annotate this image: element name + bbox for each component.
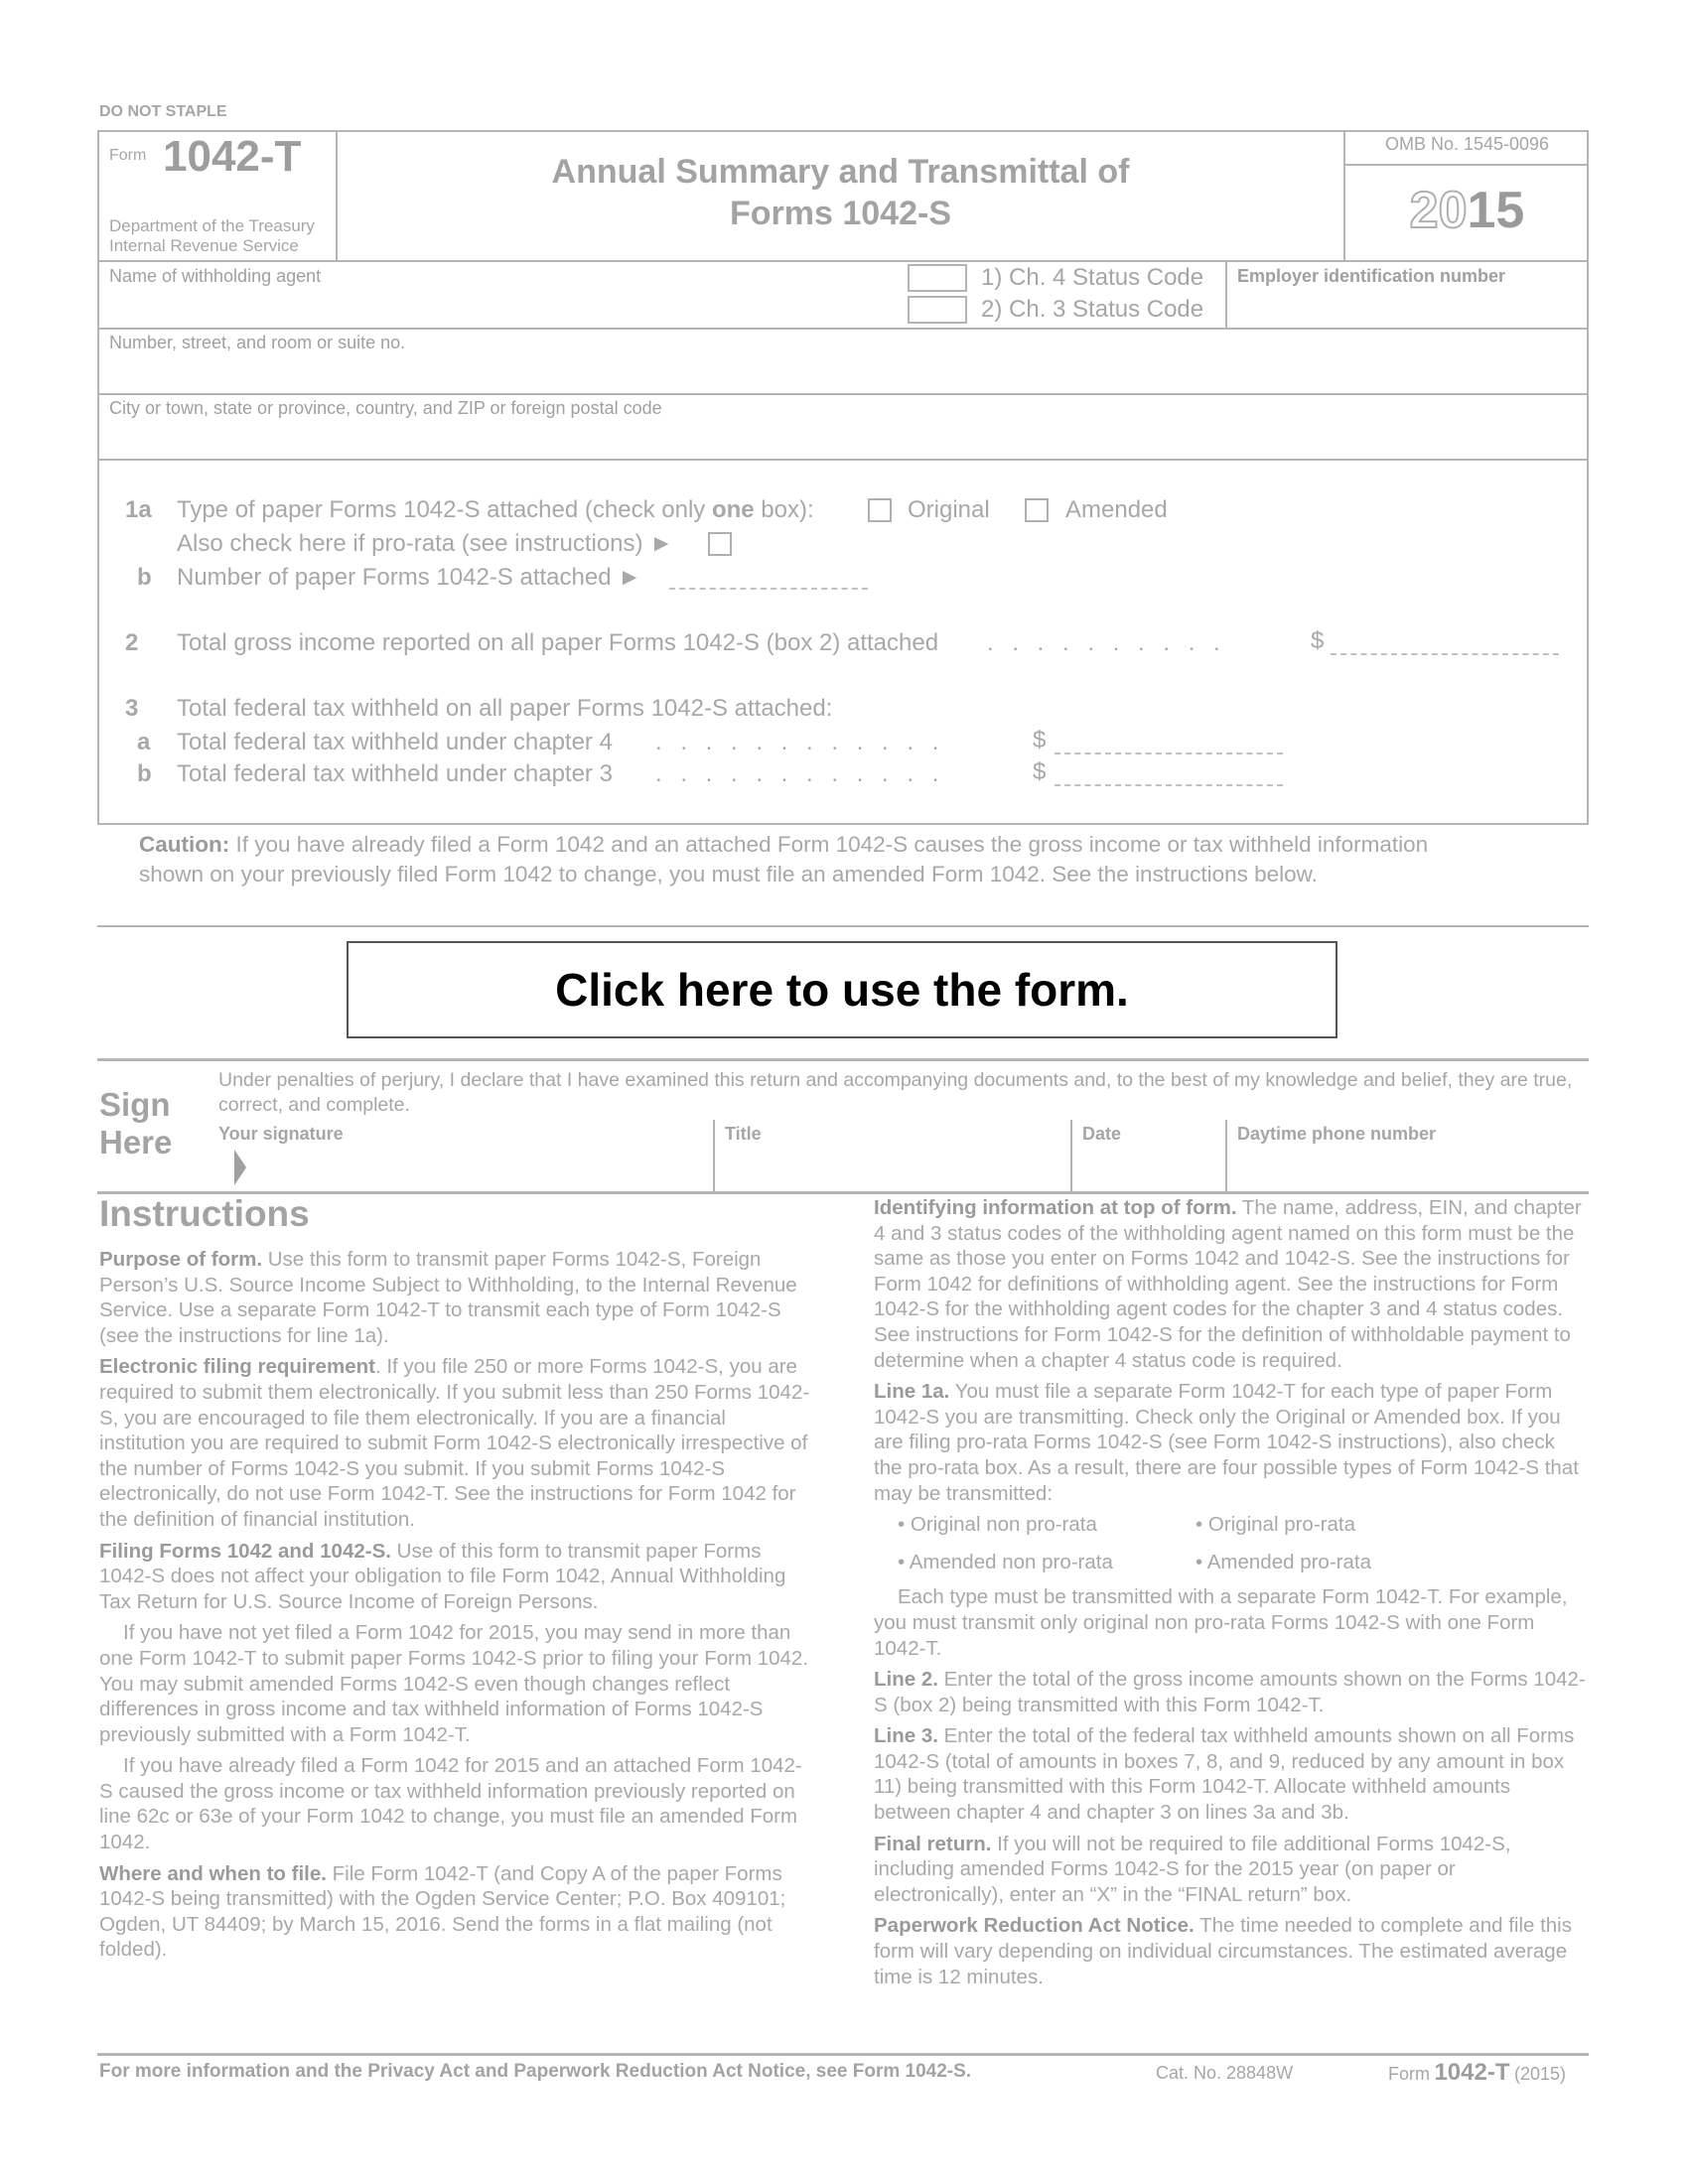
ein-divider	[1225, 260, 1227, 330]
phone-label: Daytime phone number	[1237, 1124, 1437, 1144]
purpose-paragraph: Purpose of form. Use this form to transmit paper Forms 1042-S, Foreign Person’s U.S. Source Income Subject to Withholding, to the Internal Revenue Service. Use a separate Form 1042-T to transmit each type of Form 1042-S (see the instructions for line 1a).	[99, 1248, 797, 1347]
omb-number: OMB No. 1545-0096	[1384, 134, 1550, 154]
where-paragraph: Where and when to file. File Form 1042-T (and Copy A of the paper Forms 1042-S being transmitted) with the Ogden Service Center; P.O. Box 409101; Ogden, UT 84409; by March 15, 2016. Send the forms in a flat mailing (not folded).	[99, 1861, 786, 1962]
department: Department of the Treasury Internal Revenue Service	[109, 216, 315, 255]
line-3a-dollar: $	[1033, 727, 1047, 753]
line-3-text: Total federal tax withheld on all paper Forms 1042-S attached:	[177, 695, 833, 722]
lines-bottom-rule	[97, 823, 1589, 825]
name-row-top-rule	[97, 260, 1589, 262]
instructions-right-column	[874, 1195, 1589, 2049]
line1a-paragraph: Line 1a. You must file a separate Form 1042-T for each type of paper Form 1042-S you are transmitting. Check only the Original or Amended box. If you are filing pro-rata Forms 1042-S (see Form 1042-S instructions), also check the pro-rata box. As a result, there are four possible types of Form 1042-S that may be transmitted:	[874, 1380, 1579, 1505]
original-checkbox[interactable]	[868, 498, 892, 522]
form-types-list	[898, 1512, 1589, 1574]
footer-rule	[97, 2053, 1589, 2056]
line-3b-input[interactable]	[1055, 784, 1283, 786]
list-item: • Amended non pro-rata	[898, 1550, 1113, 1573]
phone-field[interactable]	[1237, 1148, 1585, 1191]
footer-cat-number: Cat. No. 28848W	[1156, 2063, 1294, 2083]
title-divider	[713, 1120, 715, 1193]
street-label: Number, street, and room or suite no.	[109, 333, 406, 352]
caution-notice: Caution: If you have already filed a Form 1042 and an attached Form 1042-S causes the gross income or tax withheld information shown on your previously filed Form 1042 to change, you must file an amended Form 1042. See the instructions below.	[139, 832, 1429, 887]
signature-label: Your signature	[218, 1124, 344, 1144]
filing-paragraph: Filing Forms 1042 and 1042-S. Use of this form to transmit paper Forms 1042-S does not affect your obligation to file Form 1042, Annual Withholding Tax Return for U.S. Source Income of Foreign Persons.	[99, 1539, 786, 1613]
line-3a-dots: . . . . . . . . . . . .	[655, 729, 945, 755]
efile-paragraph: Electronic filing requirement. If you file 250 or more Forms 1042-S, you are required to submit them electronically. If you submit less than 250 Forms 1042-S, you are encouraged to file them electronically. If you are a financial institution you are required to submit Form 1042-S electronically irrespective of the number of Forms 1042-S you submit. If you submit Forms 1042-S electronically, do not use Form 1042-T. See the instructions for Form 1042 for the definition of financial institution.	[99, 1355, 810, 1531]
line-2-input[interactable]	[1331, 653, 1559, 655]
line-3a-input[interactable]	[1055, 752, 1283, 754]
ch4-status-input[interactable]	[908, 264, 967, 292]
eachtype-paragraph: Each type must be transmitted with a separate Form 1042-T. For example, you must transmit only original non pro-rata Forms 1042-S with one Form 1042-T.	[874, 1585, 1568, 1660]
line-1a-text: Type of paper Forms 1042-S attached (check only one box):	[177, 496, 814, 523]
line-3-number: 3	[125, 695, 139, 722]
date-label: Date	[1082, 1124, 1122, 1144]
list-item: • Original pro-rata	[1196, 1513, 1355, 1537]
line-3b-text: Total federal tax withheld under chapter 3	[177, 760, 613, 787]
title-label: Title	[725, 1124, 762, 1144]
line-1a-number: 1a	[125, 496, 152, 523]
line-3b-number: b	[137, 760, 152, 787]
omb-rule	[1343, 164, 1589, 166]
use-form-button[interactable]: Click here to use the form.	[347, 941, 1337, 1038]
already-paragraph: If you have already filed a Form 1042 for 2015 and an attached Form 1042-S caused the gross income or tax withheld information previously reported on line 62c or 63e of your Form 1042 to change, you must file an amended Form 1042.	[99, 1754, 802, 1854]
line-2-number: 2	[125, 629, 139, 656]
lines-top-rule	[97, 459, 1589, 461]
form-left-border	[97, 130, 99, 825]
ein-label: Employer identification number	[1237, 266, 1506, 286]
line-2-dollar: $	[1311, 627, 1325, 654]
list-item: • Original non pro-rata	[898, 1513, 1097, 1537]
line-1b-input[interactable]	[669, 588, 868, 590]
amended-label: Amended	[1065, 496, 1168, 523]
date-divider	[1070, 1120, 1072, 1193]
original-label: Original	[908, 496, 990, 523]
line-1b-number: b	[137, 564, 152, 591]
city-label: City or town, state or province, country, and ZIP or foreign postal code	[109, 398, 662, 418]
ch4-status-label: 1) Ch. 4 Status Code	[981, 264, 1204, 291]
name-label: Name of withholding agent	[109, 266, 322, 286]
title-field[interactable]	[725, 1148, 1062, 1191]
form-label: Form	[109, 147, 147, 164]
form-title: Annual Summary and Transmittal of Forms 1042-S	[551, 153, 1130, 232]
line-2-dots: . . . . . . . . . .	[987, 629, 1226, 656]
line-3a-text: Total federal tax withheld under chapter 4	[177, 729, 613, 755]
instructions-left-column	[99, 1247, 814, 2041]
amended-checkbox[interactable]	[1025, 498, 1049, 522]
tax-year: 2015	[1409, 182, 1525, 239]
city-row-top-rule	[97, 393, 1589, 395]
line-1b-text: Number of paper Forms 1042-S attached ►	[177, 564, 641, 591]
pra-paragraph: Paperwork Reduction Act Notice. The time needed to complete and file this form will vary depending on individual circumstances. The estimated average time is 12 minutes.	[874, 1914, 1572, 1988]
ident-paragraph: Identifying information at top of form. The name, address, EIN, and chapter 4 and 3 status codes of the withholding agent named on this form must be the same as those you enter on Forms 1042 and 1042-S. See the instructions for Form 1042 for definitions of withholding agent. See the instructions for Form 1042-S for the withholding agent codes for the chapter 3 and 4 status codes. See instructions for Form 1042-S for the definition of withholdable payment to determine when a chapter 4 status code is required.	[874, 1196, 1582, 1372]
line-3b-dollar: $	[1033, 758, 1047, 785]
footer-form-id: Form 1042-T (2015)	[1388, 2059, 1566, 2086]
line2-paragraph: Line 2. Enter the total of the gross income amounts shown on the Forms 1042-S (box 2) being transmitted with this Form 1042-T.	[874, 1668, 1586, 1716]
form-number: 1042-T	[163, 132, 302, 181]
signature-field[interactable]	[238, 1142, 705, 1189]
line3-paragraph: Line 3. Enter the total of the federal tax withheld amounts shown on all Forms 1042-S (total of amounts in boxes 7, 8, and 9, reduced by any amount in box 11) being transmitted with this Form 1042-T. Allocate withheld amounts between chapter 4 and chapter 3 on lines 3a and 3b.	[874, 1724, 1575, 1825]
prorata-checkbox[interactable]	[708, 532, 732, 556]
footer-privacy: For more information and the Privacy Act and Paperwork Reduction Act Notice, see Form 1042-S.	[99, 2061, 972, 2082]
instructions-heading: Instructions	[99, 1193, 310, 1234]
sign-top-rule	[97, 1058, 1589, 1061]
prorata-label: Also check here if pro-rata (see instructions) ►	[177, 530, 673, 557]
do-not-staple: DO NOT STAPLE	[99, 103, 227, 120]
notyet-paragraph: If you have not yet filed a Form 1042 for 2015, you may send in more than one Form 1042-T to submit paper Forms 1042-S prior to filing your Form 1042. You may submit amended Forms 1042-S even though changes reflect differences in gross income and tax withheld information of Forms 1042-S previously submitted with a Form 1042-T.	[99, 1621, 809, 1746]
sign-here-label: Sign Here	[99, 1086, 173, 1160]
ch3-status-label: 2) Ch. 3 Status Code	[981, 296, 1204, 323]
final-return-paragraph: Final return. If you will not be required to file additional Forms 1042-S, including amended Forms 1042-S for the 2015 year (on paper or electronically), enter an “X” in the “FINAL return” box.	[874, 1832, 1511, 1906]
perjury-statement: Under penalties of perjury, I declare that I have examined this return and accompanying documents and, to the best of my knowledge and belief, they are true, correct, and complete.	[218, 1069, 1573, 1116]
list-item: • Amended pro-rata	[1196, 1550, 1371, 1573]
street-row-top-rule	[97, 328, 1589, 330]
sign-bottom-rule	[97, 1191, 1589, 1194]
header-top-rule	[97, 130, 1589, 132]
phone-divider	[1225, 1120, 1227, 1193]
caution-bottom-rule	[97, 925, 1589, 927]
ch3-status-input[interactable]	[908, 296, 967, 324]
line-2-text: Total gross income reported on all paper Forms 1042-S (box 2) attached	[177, 629, 939, 656]
date-field[interactable]	[1082, 1148, 1221, 1191]
line-3b-dots: . . . . . . . . . . . .	[655, 760, 945, 787]
line-3a-number: a	[137, 729, 151, 755]
